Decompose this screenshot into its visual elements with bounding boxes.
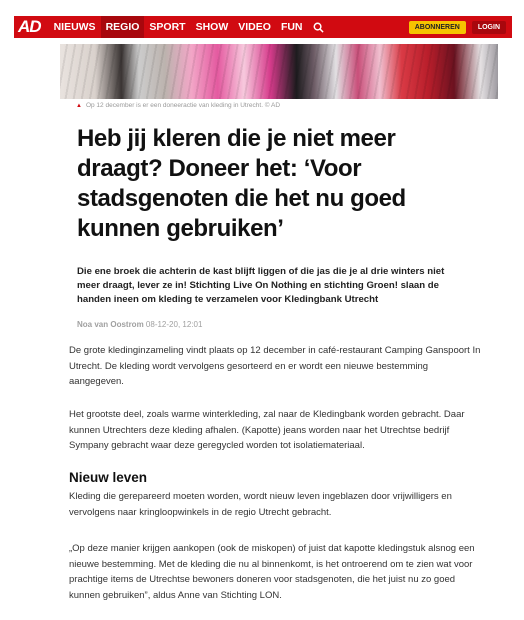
article-headline: Heb jij kleren die je niet meer draagt? Doneer het: ‘Voor stadsgenoten die het nu goed kunnen gebruiken’ — [77, 125, 406, 242]
article-byline — [77, 320, 202, 329]
publish-date: 08-12-20, 12:01 — [145, 320, 203, 329]
search-icon[interactable] — [308, 16, 330, 38]
subscribe-button[interactable]: ABONNEREN — [409, 21, 466, 34]
hero-image-texture — [60, 44, 498, 99]
login-button[interactable]: LOGIN — [472, 21, 506, 34]
nav-item-fun[interactable]: FUN — [280, 21, 303, 33]
author-name[interactable]: Noa van Oostrom — [77, 320, 144, 329]
article-paragraph: Het grootste deel, zoals warme winterkleding, zal naar de Kledingbank worden gebracht. Daar kunnen Utrechters deze kleding afhalen. (Kapotte) jeans worden naar het Utrechtse bedrijf Sympany gebracht waar deze geregycled worden tot isolatiemateriaal. — [69, 409, 465, 451]
top-navigation-bar — [14, 16, 512, 38]
article-lead: Die ene broek die achterin de kast blijft liggen of die jas die je al drie winters niet meer draagt, lever ze in! Stichting Live On Nothing en stichting Groen! slaan de handen ineen om kleding te verzamelen voor Kledingbank Utrecht — [77, 266, 445, 305]
image-caption — [76, 102, 280, 109]
image-caption-text: Op 12 december is er een doneeractie van kleding in Utrecht. © AD — [85, 102, 281, 109]
article-paragraph: Kleding die gerepareerd moeten worden, wordt nieuw leven ingeblazen door vrijwilligers en vervolgens naar kringloopwinkels in de regio Utrecht gebracht. — [69, 491, 452, 518]
nav-item-show[interactable]: SHOW — [195, 21, 229, 33]
article-hero-image — [60, 44, 498, 99]
caption-triangle-icon: ▲ — [76, 102, 82, 109]
main-nav — [49, 16, 330, 38]
nav-item-nieuws[interactable]: NIEUWS — [53, 21, 96, 33]
nav-item-regio[interactable]: REGIO — [101, 16, 145, 38]
article-paragraph: De grote kledinginzameling vindt plaats op 12 december in café-restaurant Camping Ganspoort In Utrecht. De kleding wordt vervolgens gesorteerd en er wordt een nieuwe bestemming aangegeven. — [69, 345, 481, 387]
article-paragraph: „Op deze manier krijgen aankopen (ook de miskopen) of juist dat kapotte kledingstuk alsnog een nieuwe bestemming. Met de kleding die nu al binnenkomt, is het ontroerend om te zien wat voor prachtige items de Utrechtse bewoners doneren voor stadsgenoten, die het juist nu zo goed kunnen gebruiken”, aldus Anne van Stichting LON. — [69, 543, 475, 601]
article-subheading: Nieuw leven — [69, 470, 148, 485]
nav-item-sport[interactable]: SPORT — [149, 21, 186, 33]
ad-logo[interactable]: AD — [18, 17, 41, 36]
nav-item-video[interactable]: VIDEO — [238, 21, 271, 33]
